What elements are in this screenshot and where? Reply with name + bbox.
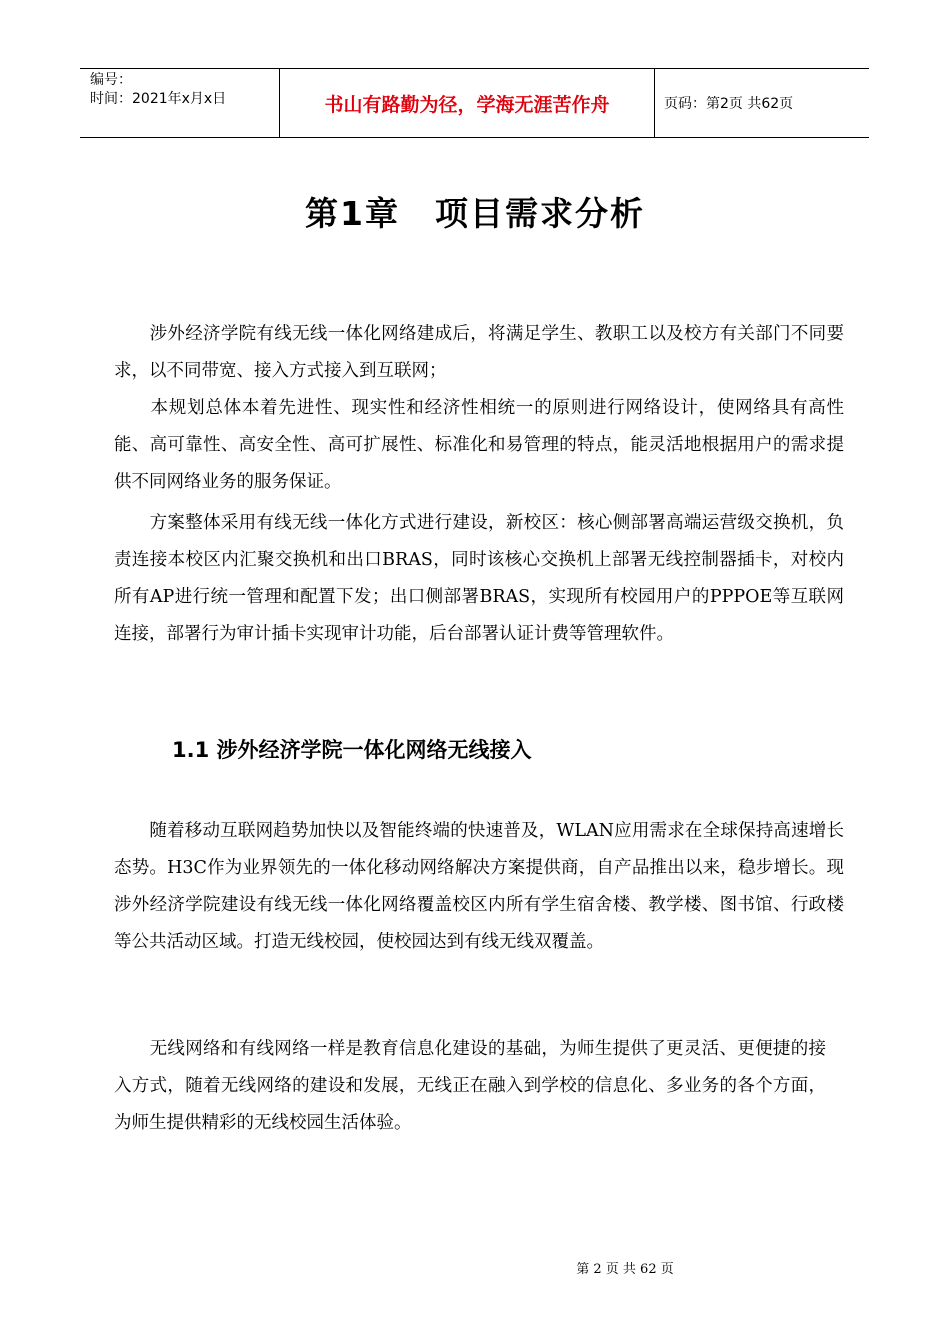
section-paragraph-2: 无线网络和有线网络一样是教育信息化建设的基础，为师生提供了更灵活、更便捷的接入方式，随着无线网络的建设和发展，无线正在融入到学校的信息化、多业务的各个方面，为师生提供精彩的无线校园生活体验。 — [114, 1039, 826, 1133]
header-meta — [80, 69, 280, 137]
header-motto: 书山有路勤为径，学海无涯苦作舟 — [280, 69, 655, 137]
intro-paragraph-3: 方案整体采用有线无线一体化方式进行建设，新校区：核心侧部署高端运营级交换机，负责连接本校区内汇聚交换机和出口BRAS，同时该核心交换机上部署无线控制器插卡，对校内所有AP进行统一管理和配置下发；出口侧部署BRAS，实现所有校园用户的PPPOE等互联网连接，部署行为审计插卡实现审计功能，后台部署认证计费等管理软件。 — [114, 513, 844, 644]
section-title: 1.1 涉外经济学院一体化网络无线接入 — [172, 738, 532, 762]
section-paragraph-1: 随着移动互联网趋势加快以及智能终端的快速普及，WLAN应用需求在全球保持高速增长态势。H3C作为业界领先的一体化移动网络解决方案提供商，自产品推出以来，稳步增长。现涉外经济学院建设有线无线一体化网络覆盖校区内所有学生宿舍楼、教学楼、图书馆、行政楼等公共活动区域。打造无线校园，使校园达到有线无线双覆盖。 — [114, 821, 844, 952]
time-label: 时间：2021年x月x日 — [90, 91, 227, 107]
header-page-info: 页码：第2页 共62页 — [664, 96, 794, 112]
intro-paragraph-1: 涉外经济学院有线无线一体化网络建成后，将满足学生、教职工以及校方有关部门不同要求，以不同带宽、接入方式接入到互联网； — [114, 324, 844, 381]
document-header — [80, 68, 869, 138]
intro-paragraph-2: 本规划总体本着先进性、现实性和经济性相统一的原则进行网络设计，使网络具有高性能、高可靠性、高安全性、高可扩展性、标准化和易管理的特点，能灵活地根据用户的需求提供不同网络业务的服务保证。 — [114, 398, 844, 492]
chapter-title: 第1章 项目需求分析 — [305, 194, 645, 233]
number-label: 编号： — [90, 72, 132, 88]
page-footer: 第 2 页 共 62 页 — [576, 1262, 674, 1277]
